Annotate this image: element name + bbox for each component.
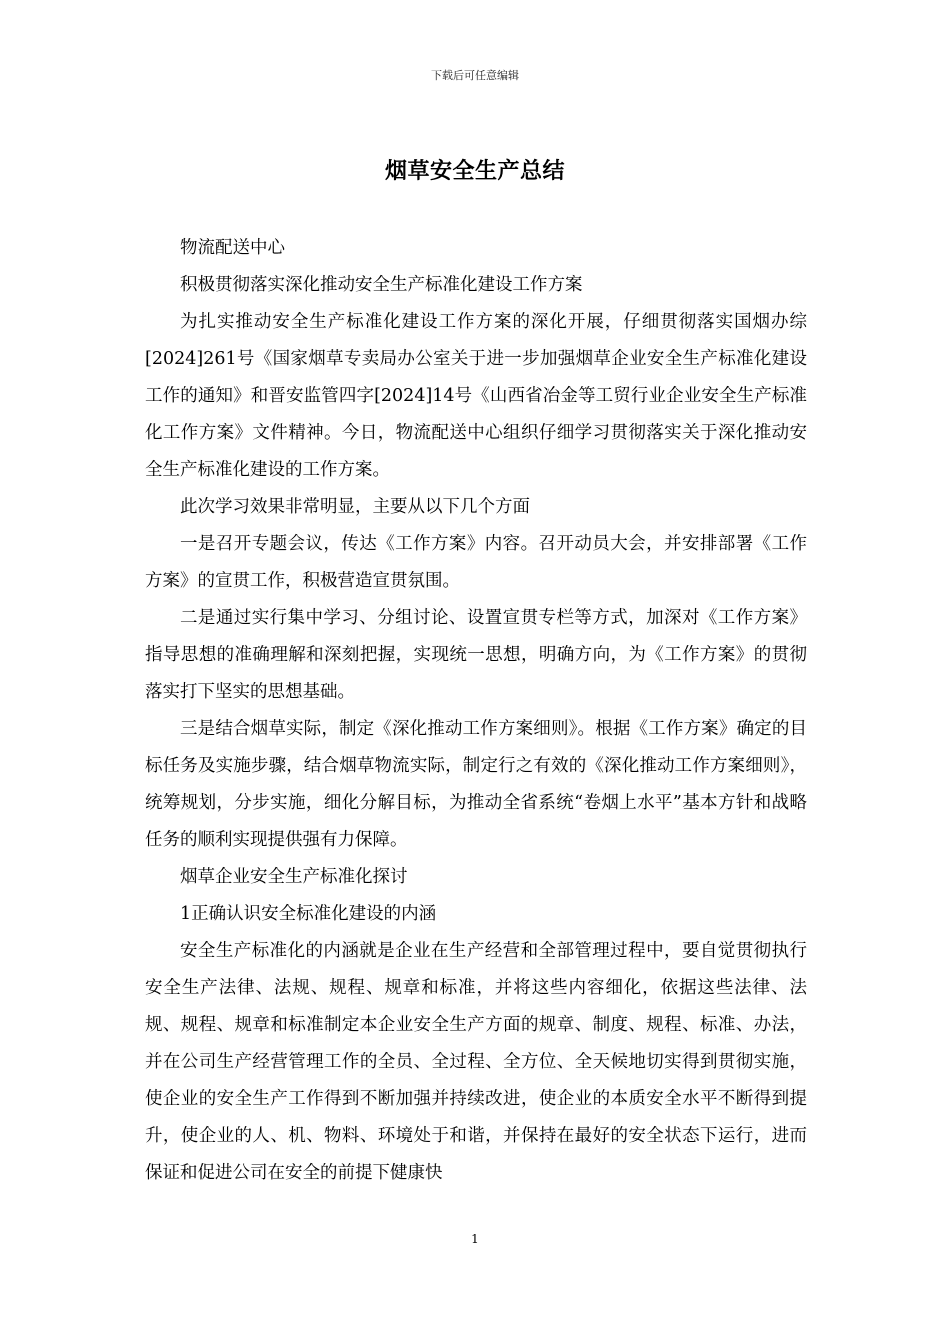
document-title: 烟草安全生产总结 xyxy=(384,158,565,184)
paragraph-section-heading: 烟草企业安全生产标准化探讨 xyxy=(180,867,408,887)
page-number: 1 xyxy=(471,1232,479,1246)
paragraph-definition: 安全生产标准化的内涵就是企业在生产经营和全部管理过程中，要自觉贯彻执行安全生产法律、法规、规程、规章和标准，并将这些内容细化，依据这些法律、法规、规程、规章和标准制定本企业安全生产方面的规章、制度、规程、标准、办法，并在公司生产经营管理工作的全员、全过程、全方位、全天候地切实得到贯彻实施，使企业的安全生产工作得到不断加强并持续改进，使企业的本质安全水平不断得到提升，使企业的人、机、物料、环境处于和谐，并保持在最好的安全状态下运行，进而保证和促进公司在安全的前提下健康快 xyxy=(145,941,807,1183)
paragraph-effect-summary: 此次学习效果非常明显，主要从以下几个方面 xyxy=(180,497,530,517)
paragraph-point-one: 一是召开专题会议，传达《工作方案》内容。召开动员大会，并安排部署《工作方案》的宣贯工作，积极营造宣贯氛围。 xyxy=(145,534,807,591)
paragraph-point-three: 三是结合烟草实际，制定《深化推动工作方案细则》。根据《工作方案》确定的目标任务及实施步骤，结合烟草物流实际，制定行之有效的《深化推动工作方案细则》，统筹规划，分步实施，细化分解目标，为推动全省系统“卷烟上水平”基本方针和战略任务的顺利实现提供强有力保障。 xyxy=(145,719,807,850)
paragraph-department: 物流配送中心 xyxy=(180,238,285,258)
paragraph-subsection-heading: 1正确认识安全标准化建设的内涵 xyxy=(180,904,437,924)
paragraph-subtitle: 积极贯彻落实深化推动安全生产标准化建设工作方案 xyxy=(180,275,583,295)
paragraph-intro: 为扎实推动安全生产标准化建设工作方案的深化开展，仔细贯彻落实国烟办综[2024]261号《国家烟草专卖局办公室关于进一步加强烟草企业安全生产标准化建设工作的通知》和晋安监管四字[2024]14号《山西省冶金等工贸行业企业安全生产标准化工作方案》文件精神。今日，物流配送中心组织仔细学习贯彻落实关于深化推动安全生产标准化建设的工作方案。 xyxy=(145,312,807,480)
header-note: 下载后可任意编辑 xyxy=(431,69,519,82)
paragraph-point-two: 二是通过实行集中学习、分组讨论、设置宣贯专栏等方式，加深对《工作方案》指导思想的准确理解和深刻把握，实现统一思想，明确方向，为《工作方案》的贯彻落实打下坚实的思想基础。 xyxy=(145,608,807,702)
document-body xyxy=(145,230,807,1192)
